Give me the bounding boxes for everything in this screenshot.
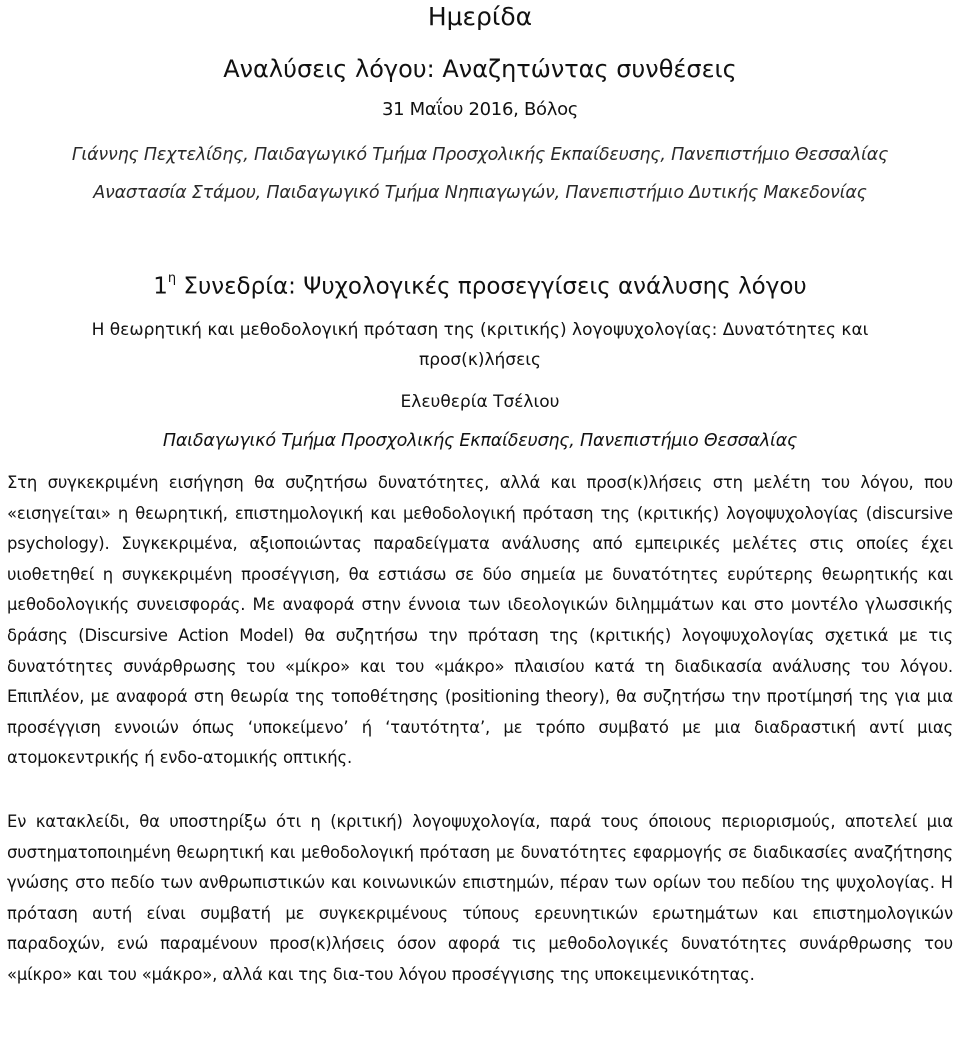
organizer-line: Αναστασία Στάμου, Παιδαγωγικό Τμήμα Νηπιαγωγών, Πανεπιστήμιο Δυτικής Μακεδονίας bbox=[93, 183, 867, 203]
talk-title: Η θεωρητική και μεθοδολογική πρόταση της (κριτικής) λογοψυχολογίας: Δυνατότητες και προσ(κ)λήσεις bbox=[91, 320, 869, 370]
event-title: Ημερίδα bbox=[427, 2, 533, 31]
abstract-paragraph: Στη συγκεκριμένη εισήγηση θα συζητήσω δυνατότητες, αλλά και προσ(κ)λήσεις στη μελέτη του λόγου, που «εισηγείται» η θεωρητική, επιστημολογική και μεθοδολογική πρόταση της (κριτικής) λογοψυχολογίας (discursive psychology). Συγκεκριμένα, αξιοποιώντας παραδείγματα ανάλυσης από εμπειρικές μελέτες στις οποίες έχει υιοθετηθεί η συγκεκριμένη προσέγγιση, θα εστιάσω σε δύο σημεία με δυνατότητες ευρύτερης θεωρητικής και μεθοδολογικής συνεισφοράς. Με αναφορά στην έννοια των ιδεολογικών διλημμάτων και στο μοντέλο γλωσσικής δράσης (Discursive Action Model) θα συζητήσω την πρόταση της (κριτικής) λογοψυχολογίας σχετικά με τις δυνατότητες συνάρθρωσης του «μίκρο» και του «μάκρο» πλαισίου κατά τη διαδικασία ανάλυσης του λόγου. Επιπλέον, με αναφορά στη θεωρία της τοποθέτησης (positioning theory), θα συζητήσω την προτίμησή της για μια προσέγγιση εννοιών όπως ‘υποκείμενο’ ή ‘ταυτότητα’, με τρόπο συμβατό με μια διαδραστική αντί μιας ατομοκεντρικής ή ενδο-ατομικής οπτικής. bbox=[7, 473, 953, 768]
session-ordinal-superscript: η bbox=[167, 271, 177, 286]
speaker-name: Ελευθερία Τσέλιου bbox=[400, 392, 560, 412]
abstract-paragraph: Εν κατακλείδι, θα υποστηρίξω ότι η (κριτική) λογοψυχολογία, παρά τους όποιους περιορισμούς, αποτελεί μια συστηματοποιημένη θεωρητική και μεθοδολογική πρόταση με δυνατότητες εφαρμογής σε διαδικασίες αναζήτησης γνώσης στο πεδίο των ανθρωπιστικών και κοινωνικών επιστημών, πέραν των ορίων του πεδίου της ψυχολογίας. Η πρόταση αυτή είναι συμβατή με συγκεκριμένους τύπους ερευνητικών ερωτημάτων και επιστημολογικών παραδοχών, ενώ παραμένουν προσ(κ)λήσεις όσον αφορά τις μεθοδολογικές δυνατότητες συνάρθρωσης του «μίκρο» και του «μάκρο», αλλά και της δια-του λόγου προσέγγισης της υποκειμενικότητας. bbox=[7, 812, 953, 984]
session-heading bbox=[0, 265, 960, 304]
organizer-line: Γιάννης Πεχτελίδης, Παιδαγωγικό Τμήμα Προσχολικής Εκπαίδευσης, Πανεπιστήμιο Θεσσαλίας bbox=[71, 145, 889, 165]
event-subtitle: Αναλύσεις λόγου: Αναζητώντας συνθέσεις bbox=[223, 55, 737, 83]
session-title: Συνεδρία: Ψυχολογικές προσεγγίσεις ανάλυσης λόγου bbox=[176, 273, 807, 300]
event-date-place: 31 Μαΐου 2016, Βόλος bbox=[381, 99, 579, 120]
speaker-affiliation: Παιδαγωγικό Τμήμα Προσχολικής Εκπαίδευσης, Πανεπιστήμιο Θεσσαλίας bbox=[162, 431, 798, 451]
session-number: 1 bbox=[153, 273, 168, 300]
